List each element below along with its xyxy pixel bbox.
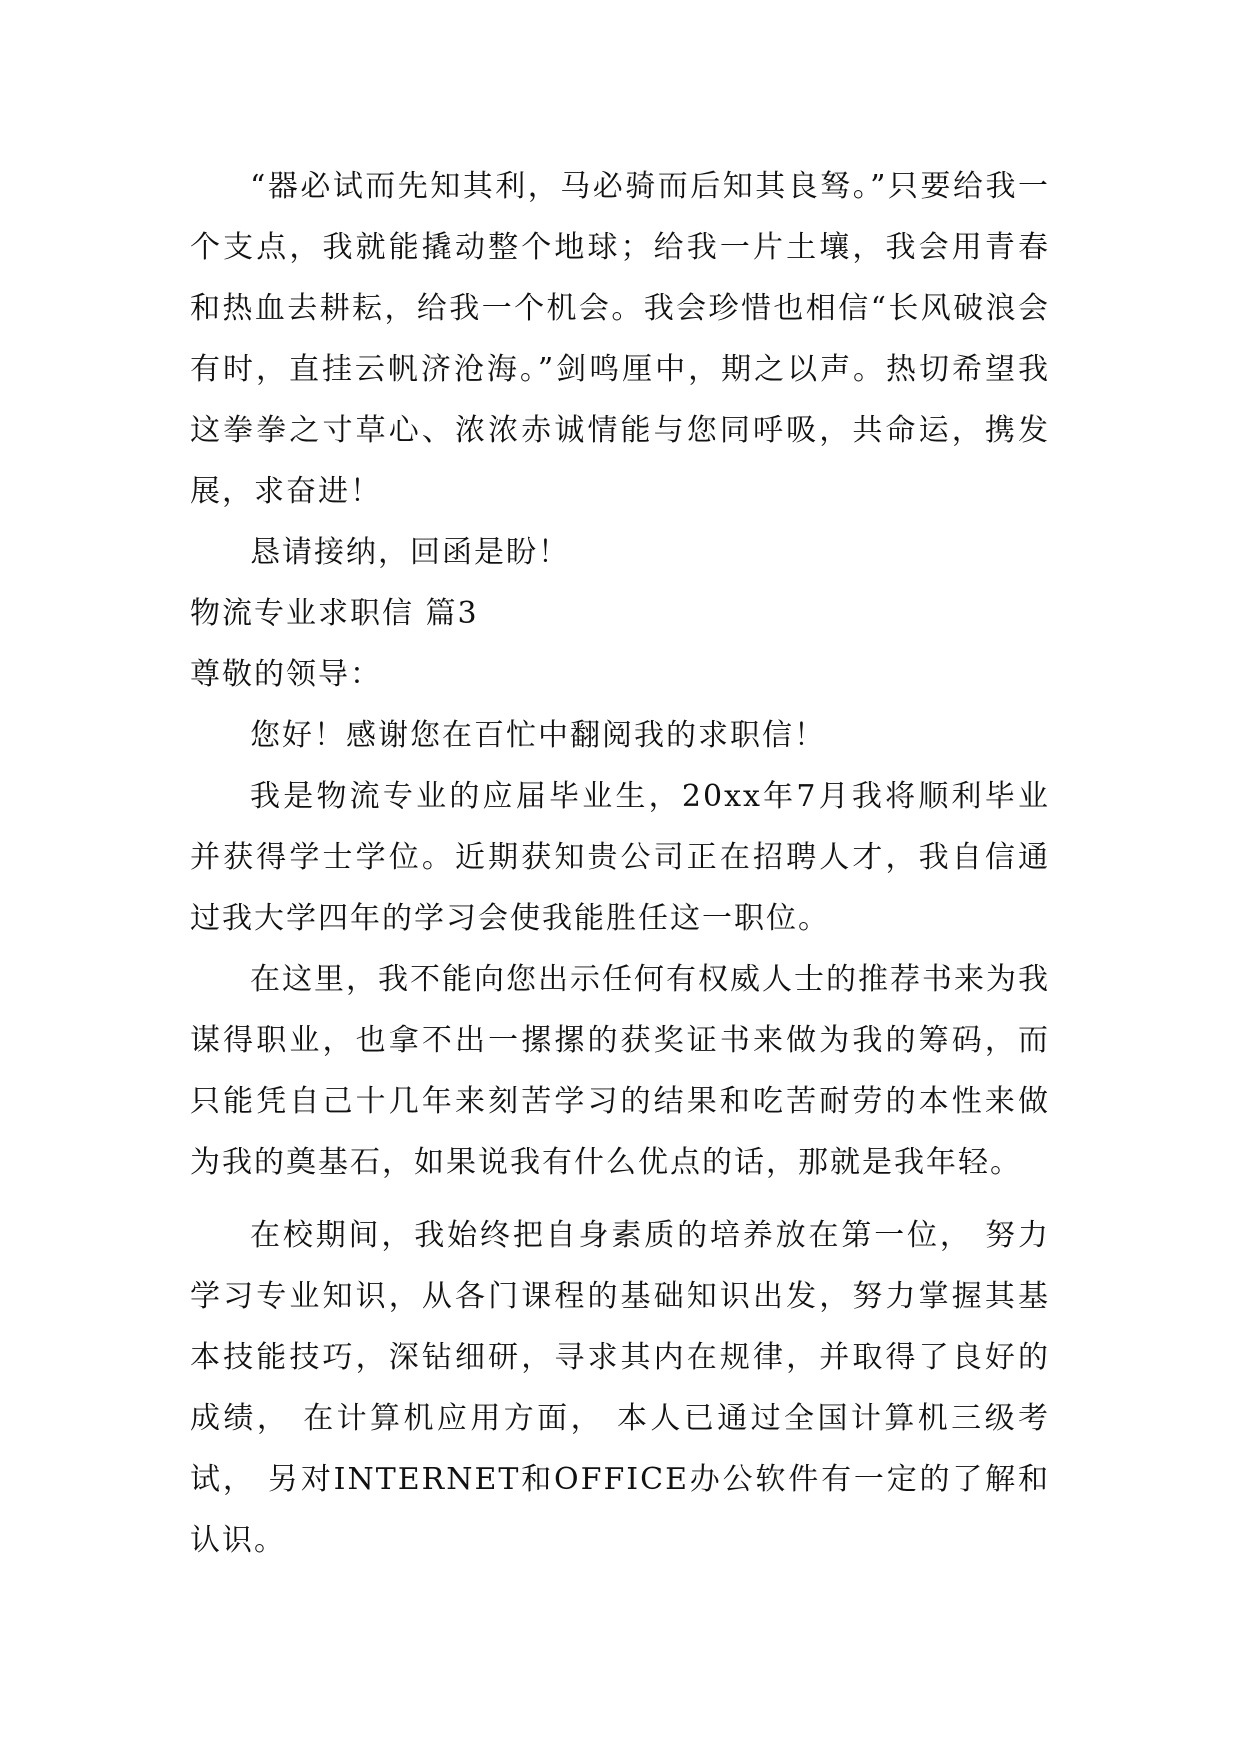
paragraph-greeting: 您好！感谢您在百忙中翻阅我的求职信！: [250, 718, 826, 753]
paragraph-study: 在校期间，我始终把自身素质的培养放在第一位， 努力学习专业知识，从各门课程的基础知识出发，努力掌握其基本技能技巧，深钻细研，寻求其内在规律，并取得了良好的成绩， 在计算机应用方面， 本人已通过全国计算机三级考试， 另对INTERNET和OFFICE办公软件有一定的了解和认识。: [190, 1218, 1050, 1558]
paragraph-quote: “器必试而先知其利，马必骑而后知其良驽。”只要给我一个支点，我就能撬动整个地球；给我一片土壤，我会用青春和热血去耕耘，给我一个机会。我会珍惜也相信“长风破浪会有时，直挂云帆济沧海。”剑鸣厘中，期之以声。热切希望我这拳拳之寸草心、浓浓赤诚情能与您同呼吸，共命运，携发展，求奋进！: [190, 169, 1050, 509]
salutation: 尊敬的领导：: [190, 657, 382, 692]
paragraph-intro: 我是物流专业的应届毕业生，20xx年7月我将顺利毕业并获得学士学位。近期获知贵公司正在招聘人才，我自信通过我大学四年的学习会使我能胜任这一职位。: [190, 779, 1050, 936]
paragraph-closing: 恳请接纳，回函是盼！: [250, 535, 570, 570]
section-heading: 物流专业求职信 篇3: [190, 596, 479, 631]
paragraph-credentials: 在这里，我不能向您出示任何有权威人士的推荐书来为我谋得职业，也拿不出一摞摞的获奖证书来做为我的筹码，而只能凭自己十几年来刻苦学习的结果和吃苦耐劳的本性来做为我的奠基石，如果说我有什么优点的话，那就是我年轻。: [190, 962, 1050, 1180]
document-body: [190, 156, 1050, 1571]
